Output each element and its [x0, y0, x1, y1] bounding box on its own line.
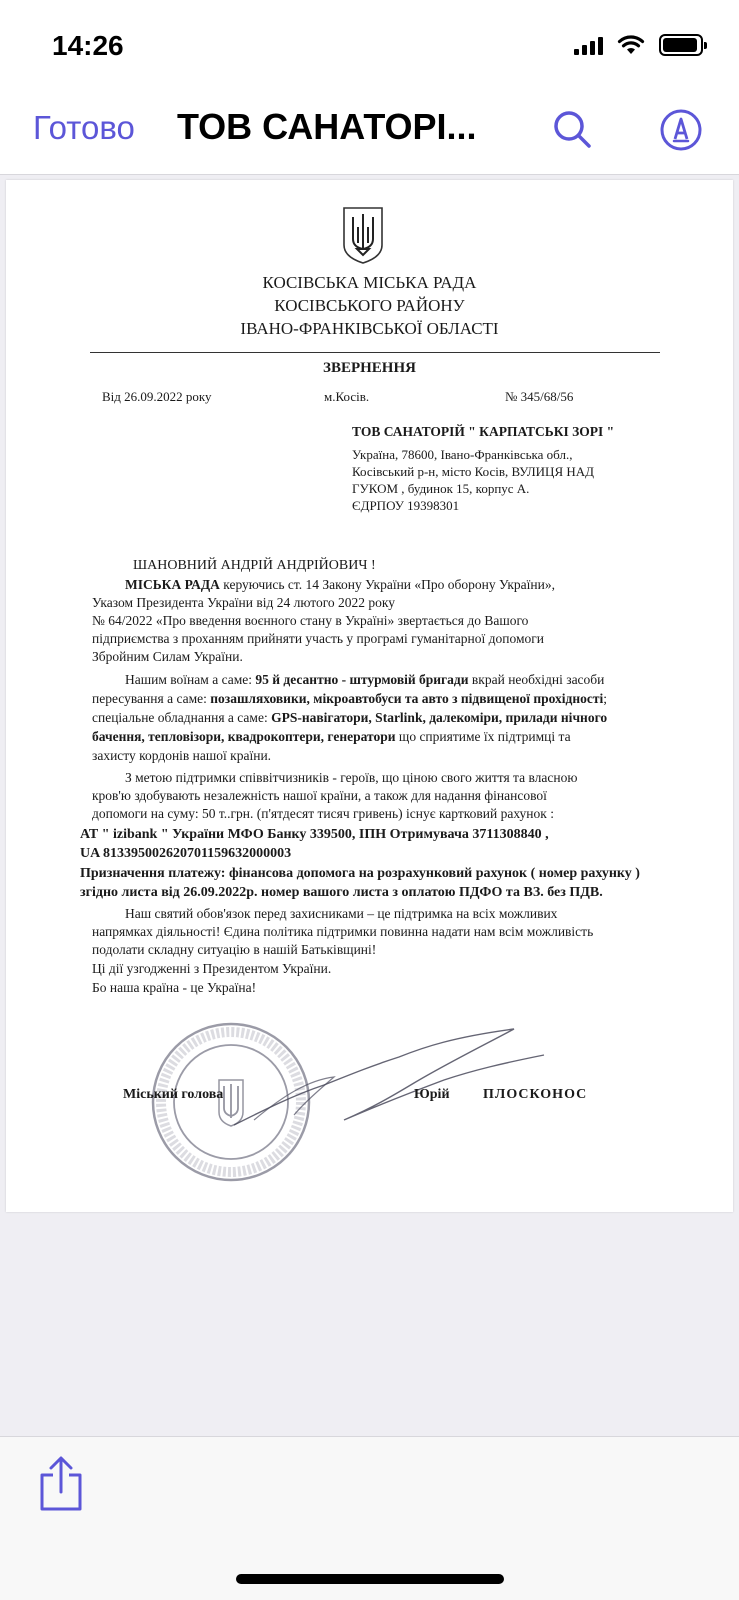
signatory-position: Міський голова — [123, 1087, 224, 1102]
greeting: ШАНОВНИЙ АНДРІЙ АНДРІЙОВИЧ ! — [133, 558, 376, 573]
body-line: кров'ю здобувають незалежність нашої країни, а також для надання фінансової — [92, 788, 547, 803]
bottom-toolbar — [0, 1436, 739, 1600]
body-text: керуючись ст. 14 Закону України «Про оборону України», — [219, 577, 555, 592]
nav-bar — [0, 95, 739, 175]
body-line — [125, 671, 604, 688]
divider — [90, 352, 660, 353]
addressee-line: Україна, 78600, Івано-Франківська обл., — [352, 447, 573, 462]
share-icon[interactable] — [36, 1455, 86, 1515]
org-line-2: КОСІВСЬКОГО РАЙОНУ — [274, 296, 465, 315]
body-bold: 95 й десантно - штурмовій бригади — [255, 672, 469, 687]
body-line: напрямках діяльності! Єдина політика підтримки повинна надати нам всім можливість — [92, 924, 594, 939]
body-text: ; — [603, 691, 608, 706]
wifi-icon — [617, 34, 645, 56]
addressee-name: ТОВ САНАТОРІЙ " КАРПАТСЬКІ ЗОРІ " — [352, 424, 615, 439]
body-text: пересування а саме: — [92, 691, 211, 706]
body-line — [125, 576, 555, 593]
body-text: Нашим воїнам а саме: — [125, 672, 256, 687]
body-text: спеціальне обладнання а саме: — [92, 710, 272, 725]
body-line: Наш святий обов'язок перед захисниками – це підтримка на всіх можливих — [125, 906, 558, 921]
body-bold: GPS-навігатори, Starlink, далекоміри, прилади нічного — [271, 710, 608, 725]
bank-details: АТ " izibank " України МФО Банку 339500, ІПН Отримувача 3711308840 , — [80, 827, 549, 842]
body-line — [92, 709, 607, 726]
addressee-line: ЄДРПОУ 19398301 — [352, 498, 460, 513]
document-title: ТОВ САНАТОРІ... — [177, 106, 477, 147]
body-line: Бо наша країна - це Україна! — [92, 980, 257, 995]
body-line: допомоги на суму: 50 т..грн. (п'ятдесят тисяч гривень) існує картковий рахунок : — [92, 806, 554, 821]
status-time: 14:26 — [52, 30, 124, 61]
status-icons — [574, 34, 703, 56]
payment-purpose: Призначення платежу: фінансова допомога на розрахунковий рахунок ( номер рахунку ) — [80, 866, 640, 881]
body-line: Ці дії узгодженні з Президентом України. — [92, 961, 332, 976]
body-text: що сприятиме їх підтримці та — [395, 729, 571, 744]
document-number: № 345/68/56 — [505, 389, 574, 404]
body-line — [92, 690, 607, 707]
body-line — [92, 728, 571, 745]
body-line: Збройним Силам України. — [92, 649, 243, 664]
signal-icon — [574, 35, 603, 55]
document-viewer[interactable] — [0, 176, 739, 1436]
markup-icon[interactable] — [656, 105, 706, 155]
org-line-3: ІВАНО-ФРАНКІВСЬКОЇ ОБЛАСТІ — [240, 319, 499, 338]
status-bar — [0, 0, 739, 95]
handwritten-signature — [224, 1025, 554, 1145]
addressee-line: ГУКОМ , будинок 15, корпус А. — [352, 481, 530, 496]
signatory-last-name: ПЛОСКОНОС — [483, 1087, 588, 1102]
done-button[interactable]: Готово — [33, 109, 135, 146]
body-bold: МІСЬКА РАДА — [125, 577, 220, 592]
signatory-first-name: Юрій — [414, 1087, 450, 1102]
body-line: З метою підтримки співвітчизників - героїв, що ціною свого життя та власною — [125, 770, 578, 785]
body-line: Указом Президента України від 24 лютого 2022 року — [92, 595, 396, 610]
body-text: вкрай необхідні засоби — [468, 672, 605, 687]
search-icon[interactable] — [548, 105, 598, 155]
body-line: № 64/2022 «Про введення воєнного стану в Україні» звертається до Вашого — [92, 613, 529, 628]
body-bold: бачення, тепловізори, квадрокоптери, генератори — [92, 729, 396, 744]
document-city: м.Косів. — [324, 389, 370, 404]
org-line-1: КОСІВСЬКА МІСЬКА РАДА — [262, 273, 477, 292]
body-line: подолати складну ситуацію в нашій Батьківщині! — [92, 942, 377, 957]
body-bold: позашляховики, мікроавтобуси та авто з підвищеної прохідності — [210, 691, 604, 706]
body-line: захисту кордонів нашої країни. — [92, 748, 272, 763]
body-line: підприємства з проханням прийняти участь у програмі гуманітарної допомоги — [92, 631, 545, 646]
document-date: Від 26.09.2022 року — [102, 389, 212, 404]
home-indicator[interactable] — [236, 1574, 504, 1584]
bank-account: UA 813395002620701159632000003 — [80, 846, 292, 861]
document-heading: ЗВЕРНЕННЯ — [323, 360, 416, 376]
addressee-line: Косівський р-н, місто Косів, ВУЛИЦЯ НАД — [352, 464, 595, 479]
payment-purpose: згідно листа від 26.09.2022р. номер вашого листа з оплатою ПДФО та ВЗ. без ПДВ. — [80, 885, 603, 900]
battery-icon — [659, 34, 703, 56]
document-page — [6, 180, 733, 1212]
trident-icon — [341, 205, 385, 265]
